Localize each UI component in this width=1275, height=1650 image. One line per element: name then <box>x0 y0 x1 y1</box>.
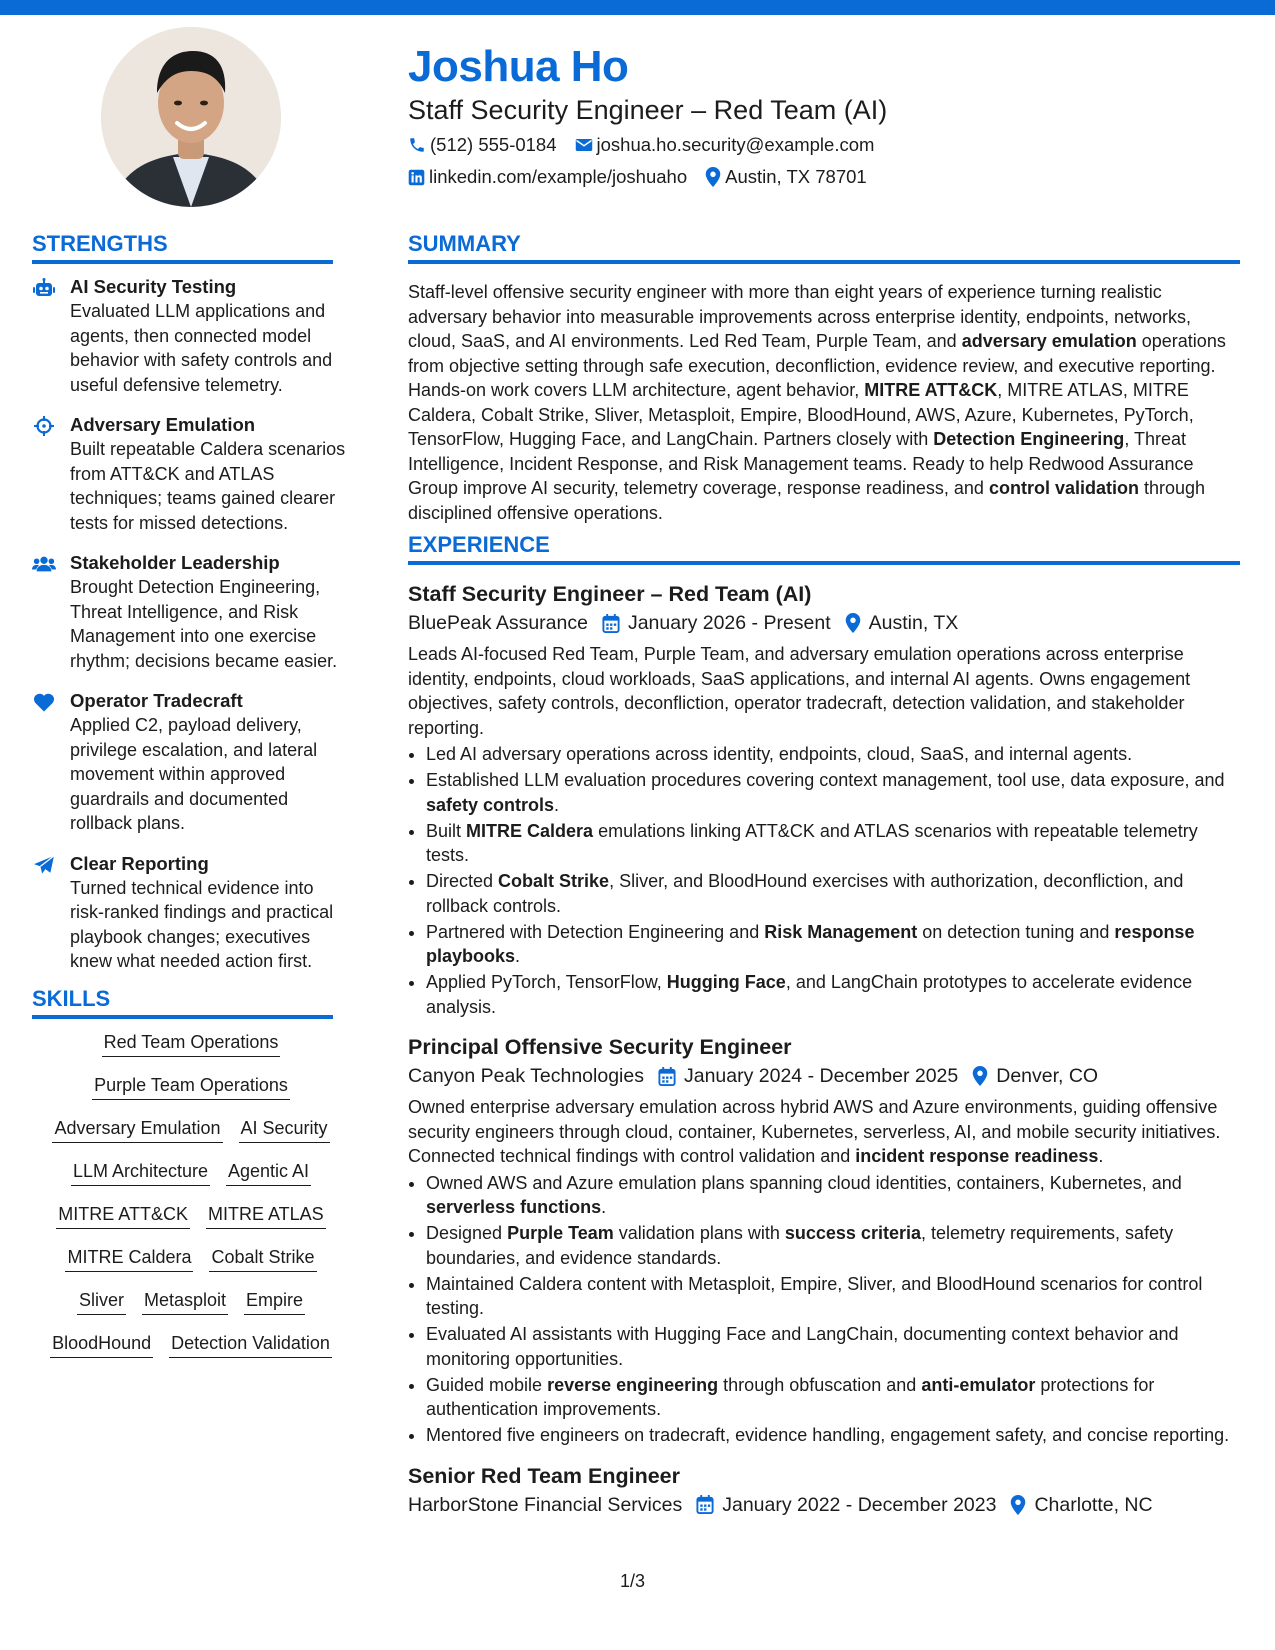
text-run: . <box>515 946 521 966</box>
text-run: Maintained Caldera content with Metasploit, Empire, Sliver, and BloodHound scenarios for control testing. <box>426 1273 1203 1318</box>
bold-text: MITRE ATT&CK <box>864 380 998 400</box>
phone-icon <box>408 136 426 154</box>
text-run: validation plans with <box>613 1223 785 1243</box>
skill-row <box>32 1074 350 1100</box>
calendar-icon <box>658 1067 676 1086</box>
skill-tag: MITRE ATLAS <box>206 1203 326 1229</box>
profile-photo <box>101 27 281 207</box>
summary-heading: SUMMARY <box>408 231 1240 264</box>
skill-row <box>32 1031 350 1057</box>
bullet-item <box>426 1373 1240 1422</box>
bold-text: Cobalt Strike <box>498 871 610 891</box>
paper-plane-icon <box>33 855 55 875</box>
strength-item <box>32 689 350 836</box>
strength-item <box>32 413 350 535</box>
bullet-item <box>426 1221 1240 1270</box>
bullet-item <box>426 819 1240 868</box>
bullet-item <box>426 970 1240 1019</box>
skill-tag: Detection Validation <box>169 1332 332 1358</box>
linkedin-icon <box>408 169 425 186</box>
skill-tag: MITRE Caldera <box>65 1246 193 1272</box>
crosshairs-icon <box>34 416 54 436</box>
text-run: Led AI adversary operations across identity, endpoints, cloud, SaaS, and internal agents. <box>426 744 1133 764</box>
bullet-item <box>426 920 1240 969</box>
bold-text: MITRE Caldera <box>466 820 594 841</box>
text-run: Mentored five engineers on tradecraft, evidence handling, engagement safety, and concise reporting. <box>426 1425 1230 1445</box>
text-run: protections for authentication improvements. <box>426 1374 1155 1419</box>
text-run: . <box>554 794 560 815</box>
text-run: through obfuscation and <box>718 1374 922 1395</box>
contact-row-1 <box>408 134 892 156</box>
text-run: Staff-level offensive security engineer with more than eight years of experience turning realistic adversary behavior into measurable improvements across enterprise identity, endpoints, networks, cloud, SaaS, and AI environments. Led Red Team, Purple Team, and <box>408 282 1192 351</box>
job-description <box>408 642 1240 740</box>
job-title: Principal Offensive Security Engineer <box>408 1035 792 1059</box>
job-title: Senior Red Team Engineer <box>408 1463 681 1488</box>
bullet-item <box>426 742 1240 767</box>
skills-list <box>32 1031 350 1375</box>
strength-desc: Built repeatable Caldera scenarios from ATT&CK and ATLAS techniques; teams gained clearer tests for missed detections. <box>70 439 346 533</box>
map-pin-icon <box>845 613 861 633</box>
text-run: , and LangChain prototypes to accelerate evidence analysis. <box>426 972 1193 1017</box>
calendar-icon <box>696 1495 714 1514</box>
bullet-item <box>426 1171 1240 1220</box>
bold-text: incident response readiness <box>855 1146 1099 1166</box>
job-description <box>408 1095 1240 1169</box>
bold-text: response playbooks <box>426 921 1195 966</box>
skill-tag: Adversary Emulation <box>52 1117 222 1143</box>
strength-desc: Brought Detection Engineering, Threat Intelligence, and Risk Management into one exercise rhythm; decisions became easier. <box>70 577 338 671</box>
envelope-icon <box>575 137 593 153</box>
heart-icon <box>33 692 55 712</box>
calendar-icon <box>602 614 620 633</box>
location-item <box>705 166 867 188</box>
top-accent-bar <box>0 0 1275 15</box>
strengths-list <box>32 275 350 990</box>
text-run: Guided mobile <box>426 1374 548 1395</box>
map-pin-icon <box>1010 1495 1026 1515</box>
strength-desc: Turned technical evidence into risk-ranked findings and practical playbook changes; executives knew what needed action first. <box>70 877 334 971</box>
job-location: Denver, CO <box>996 1065 1099 1087</box>
strength-desc: Applied C2, payload delivery, privilege escalation, and lateral movement within approved guardrails and documented rollback plans. <box>70 715 318 833</box>
bullet-item <box>426 1423 1240 1448</box>
skill-tag: Agentic AI <box>226 1160 311 1186</box>
strength-item <box>32 275 350 397</box>
candidate-title: Staff Security Engineer – Red Team (AI) <box>408 95 888 125</box>
text-run: Designed <box>426 1223 508 1243</box>
skill-tag: AI Security <box>239 1117 330 1143</box>
page-number: 1/3 <box>620 1571 646 1591</box>
text-run: Established LLM evaluation procedures covering context management, tool use, data exposure, and <box>426 770 1225 790</box>
skill-row <box>32 1160 350 1186</box>
strengths-heading: STRENGTHS <box>32 231 333 264</box>
bullet-item <box>426 1322 1240 1371</box>
text-run: , Sliver, and BloodHound exercises with authorization, deconfliction, and rollback controls. <box>426 871 1184 916</box>
robot-icon <box>32 278 56 298</box>
candidate-name: Joshua Ho <box>408 42 629 91</box>
bold-text: safety controls <box>426 794 555 815</box>
email-text: joshua.ho.security@example.com <box>596 134 875 155</box>
skill-tag: LLM Architecture <box>71 1160 210 1186</box>
map-pin-icon <box>972 1066 988 1086</box>
text-run: Leads AI-focused Red Team, Purple Team, and adversary emulation operations across enterprise identity, endpoints, cloud workloads, SaaS applications, and internal AI agents. Owns engagement objectives, safety controls, deconfliction, operator tradecraft, detection validation, and stakeholder reporting. <box>408 644 1191 738</box>
text-run: on detection tuning and <box>917 921 1115 942</box>
bold-text: reverse engineering <box>547 1374 719 1395</box>
strength-title: AI Security Testing <box>70 276 237 297</box>
phone-text: (512) 555-0184 <box>430 134 557 155</box>
bold-text: Purple Team <box>507 1223 614 1243</box>
job-dates: January 2026 - Present <box>627 612 831 634</box>
skill-row <box>32 1289 350 1315</box>
job-title: Staff Security Engineer – Red Team (AI) <box>408 582 812 606</box>
job-company: HarborStone Financial Services <box>408 1493 683 1516</box>
strength-title: Adversary Emulation <box>70 414 256 435</box>
text-run: Owned AWS and Azure emulation plans spanning cloud identities, containers, Kubernetes, and <box>426 1172 1182 1193</box>
text-run: , telemetry requirements, safety boundaries, and evidence standards. <box>426 1223 1174 1268</box>
skill-row <box>32 1117 350 1143</box>
job-meta <box>408 608 1240 638</box>
bullet-item <box>426 768 1240 817</box>
experience-list <box>408 580 1240 1534</box>
bold-text: Risk Management <box>764 921 918 942</box>
skill-tag: Red Team Operations <box>102 1031 281 1057</box>
skill-tag: Cobalt Strike <box>209 1246 316 1272</box>
bold-text: Hugging Face <box>666 972 786 992</box>
strength-item <box>32 852 350 974</box>
bold-text: Detection Engineering <box>933 429 1125 449</box>
job-dates: January 2022 - December 2023 <box>722 1493 997 1516</box>
job-company: Canyon Peak Technologies <box>408 1065 644 1087</box>
linkedin-text: linkedin.com/example/joshuaho <box>429 166 688 187</box>
strength-desc: Evaluated LLM applications and agents, then connected model behavior with safety controls and useful defensive telemetry. <box>70 301 333 395</box>
job-location: Austin, TX <box>868 612 959 634</box>
text-run: through disciplined offensive operations. <box>408 478 1206 523</box>
job-entry <box>408 580 1240 1019</box>
job-company: BluePeak Assurance <box>408 612 588 634</box>
bold-text: anti-emulator <box>921 1374 1036 1395</box>
skill-tag: MITRE ATT&CK <box>56 1203 190 1229</box>
skill-row <box>32 1332 350 1358</box>
skill-tag: Metasploit <box>142 1289 228 1315</box>
location-text: Austin, TX 78701 <box>725 166 867 187</box>
text-run: . <box>601 1197 607 1217</box>
job-bullets <box>408 742 1240 1019</box>
contact-row-2 <box>408 166 885 188</box>
text-run: . <box>1098 1146 1104 1166</box>
bullet-item <box>426 869 1240 918</box>
skill-row <box>32 1246 350 1272</box>
bold-text: adversary emulation <box>961 331 1137 351</box>
strength-title: Operator Tradecraft <box>70 690 243 711</box>
job-entry <box>408 1462 1240 1520</box>
summary-text <box>408 280 1240 525</box>
email-item[interactable] <box>575 134 875 156</box>
phone-item[interactable] <box>408 134 557 156</box>
text-run: Evaluated AI assistants with Hugging Face and LangChain, documenting context behavior and monitoring opportunities. <box>426 1324 1179 1369</box>
text-run: Directed <box>426 871 499 891</box>
bold-text: serverless functions <box>426 1197 602 1217</box>
skill-row <box>32 1203 350 1229</box>
skill-tag: Sliver <box>77 1289 126 1315</box>
skills-heading: SKILLS <box>32 986 333 1019</box>
bold-text: control validation <box>988 478 1139 498</box>
job-location: Charlotte, NC <box>1034 1493 1153 1516</box>
text-run: Partnered with Detection Engineering and <box>426 921 765 942</box>
job-bullets <box>408 1171 1240 1448</box>
text-run: emulations linking ATT&CK and ATLAS scenarios with repeatable telemetry tests. <box>426 820 1198 865</box>
skill-tag: BloodHound <box>50 1332 153 1358</box>
job-entry <box>408 1033 1240 1448</box>
users-icon <box>32 555 56 573</box>
strength-title: Stakeholder Leadership <box>70 552 280 573</box>
text-run: , Threat Intelligence, Incident Response, and Risk Management teams. Ready to help Redwood Assurance Group improve AI security, telemetry coverage, response readiness, and <box>408 429 1194 498</box>
strength-title: Clear Reporting <box>70 852 209 874</box>
skill-tag: Empire <box>244 1289 305 1315</box>
text-run: Built <box>426 820 467 841</box>
job-meta <box>408 1490 1240 1520</box>
text-run: operations from objective setting through safe execution, deconfliction, evidence review, and executive reporting. Hands-on work covers LLM architecture, agent behavior, <box>408 331 1226 400</box>
job-meta <box>408 1061 1240 1091</box>
bold-text: success criteria <box>784 1223 921 1243</box>
strength-item <box>32 551 350 673</box>
job-dates: January 2024 - December 2025 <box>683 1065 959 1087</box>
skill-tag: Purple Team Operations <box>92 1074 290 1100</box>
map-pin-icon <box>705 167 721 187</box>
bullet-item <box>426 1272 1240 1321</box>
text-run: Owned enterprise adversary emulation across hybrid AWS and Azure environments, guiding offensive security engineers through cloud, container, Kubernetes, serverless, AI, and mobile security initiatives. Connected technical findings with control validation and <box>408 1097 1221 1166</box>
experience-heading: EXPERIENCE <box>408 532 1240 565</box>
text-run: Applied PyTorch, TensorFlow, <box>426 972 667 992</box>
text-run: , MITRE ATLAS, MITRE Caldera, Cobalt Strike, Sliver, Metasploit, Empire, BloodHound, AWS, Azure, Kubernetes, PyTorch, TensorFlow, Hugging Face, and LangChain. Partners closely with <box>408 380 1194 449</box>
linkedin-item[interactable] <box>408 166 687 188</box>
